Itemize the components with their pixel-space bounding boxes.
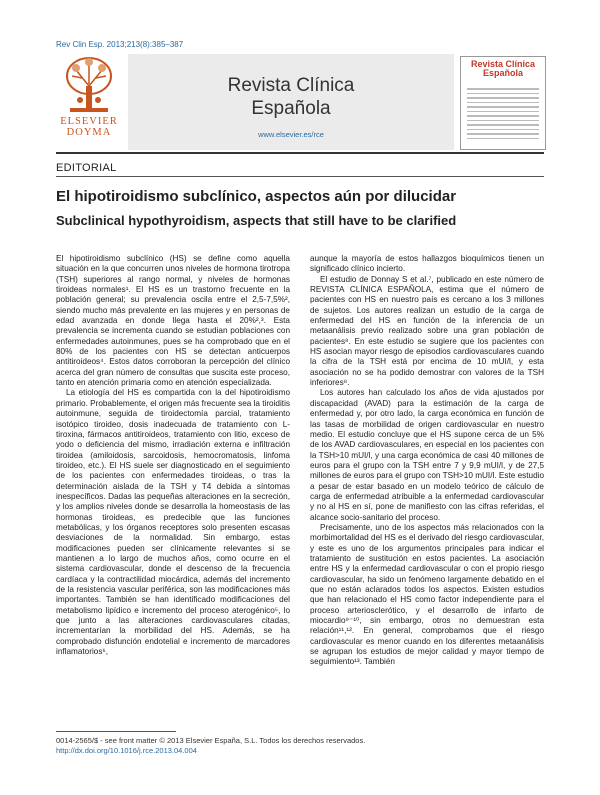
elsevier-logo [56, 56, 122, 148]
journal-header [56, 54, 544, 150]
paragraph: El estudio de Donnay S et al.⁷, publicado en este número de REVISTA CLÍNICA ESPAÑOLA, estima que el número de pacientes con HS en nuestro país es cercano a los 3 millones de sujetos. Los autores realizan un estudio de la carga de enfermedad del HS en función de la inferencia de un metaanálisis previo realizado sobre una gran población de pacientes⁸. En este estudio se sugiere que los pacientes con HS asocian mayor riesgo de episodios cardiovasculares cuando la cifra de la TSH está por encima de 10 mUI/l, y esta asociación no se ha podido demostrar con valores de la TSH inferiores⁸. [310, 274, 544, 388]
footer-divider [56, 731, 176, 732]
paragraph: Los autores han calculado los años de vida ajustados por discapacidad (AVAD) para la estimación de la carga de enfermedad y, por otro lado, la carga económica en función de las tasas de morbilidad de origen cardiovascular en nuestro medio. El estudio concluye que el HS supone cerca de un 5% de los AVAD cardiovasculares, en especial en los pacientes con la TSH>10 mUI/l, y una carga económica de casi 40 millones de euros para el grupo con la TSH entre 7 y 9,9 mUI/l, y de 27,5 millones de euros para el grupo con TSH>10 mUI/l. Este estudio a pesar de estar basado en un modelo teórico de cálculo de carga de enfermedad atribuible a la enfermedad cardiovascular y no al HS en sí, pone de manifiesto con las cifras referidas, el alcance socio-sanitario del proceso. [310, 388, 544, 522]
paragraph: aunque la mayoría de estos hallazgos bioquímicos tienen un significado clínico incierto. [310, 254, 544, 274]
publisher-logo-text: ELSEVIER DOYMA [60, 116, 118, 138]
body-column-right [310, 254, 544, 668]
article-title-english: Subclinical hypothyroidism, aspects that still have to be clarified [56, 213, 457, 228]
journal-url-link[interactable]: www.elsevier.es/rce [258, 130, 324, 139]
journal-cover-thumbnail [460, 56, 546, 150]
journal-title-line2: Española [251, 98, 331, 119]
copyright-line: 0014-2565/$ - see front matter © 2013 Elsevier España, S.L. Todos los derechos reservados. [56, 736, 366, 745]
doi-link[interactable]: http://dx.doi.org/10.1016/j.rce.2013.04.004 [56, 746, 197, 755]
journal-banner [128, 54, 454, 150]
tree-icon [64, 56, 114, 114]
article-title: El hipotiroidismo subclínico, aspectos aún por dilucidar [56, 188, 457, 205]
section-label: EDITORIAL [56, 162, 117, 174]
cover-header [461, 57, 545, 79]
journal-title [128, 74, 454, 120]
journal-citation[interactable]: Rev Clin Esp. 2013;213(8):385–387 [56, 40, 184, 49]
section-divider [56, 176, 544, 177]
cover-title-line1: Revista Clínica [470, 59, 536, 69]
paragraph: La etiología del HS es compartida con la del hipotiroidismo primario. Probablemente, el origen más frecuente sea la tiroiditis autoinmune, seguida de tiroidectomía parcial, tratamiento isotópico tiroideo, dosis inadecuada de tratamiento con L-tiroxina, fármacos antitiroideos, tratamiento con litio, exceso de yodo o deficiencia del mismo, irradiación externa e infiltración tiroidea (amiloidosis, sarcoidosis, hemocromatosis, linfoma tiroideo, etc.). El HS suele ser diagnosticado en el seguimiento de los pacientes con enfermedades tiroideas, o tras la determinación aislada de la TSH y T4 debida a síntomas inespecíficos. Dadas las pequeñas alteraciones en la secreción, y los amplios niveles donde se desarrolla la homeostasis de las hormonas tiroideas, es predecible que las funciones metabólicas, y los órganos receptores solo presenten escasas desviaciones de la normalidad. Sin embargo, estas modificaciones pueden ser clínicamente relevantes si se mantienen a lo largo de muchos años, como ocurre en el sistema cardiovascular, donde el descenso de la frecuencia cardíaca y la contractilidad miocárdica, además del incremento de la resistencia vascular periférica, son las modificaciones más importantes. También se han identificado modificaciones del metabolismo lipídico e incremento del proceso aterogénico⁵, lo que junto a las alteraciones cardiovasculares citadas, incrementarían la morbilidad del HS. Además, se ha comprobado disfunción endotelial e incremento de marcadores inflamatorios⁶, [56, 388, 290, 657]
paragraph: Precisamente, uno de los aspectos más relacionados con la morbimortalidad del HS es el derivado del riesgo cardiovascular, y este es uno de los argumentos principales para indicar el tratamiento de sustitución en estos pacientes. La asociación entre HS y la enfermedad cardiovascular o con el propio riesgo cardiovascular, ha sido un fenómeno largamente debatido en el que no están aclarados todos los aspectos. Existen estudios que han relacionado el HS como factor independiente para el proceso arteriosclerótico, y el desarrollo de infarto de miocardio⁹⁻¹⁰, sin embargo, otros no demuestran esta relación¹¹,¹². En general, comprobamos que el riesgo cardiovascular es menor cuando en los diferentes metaanálisis se agrupan los estudios de mejor calidad y mayor tiempo de seguimiento¹³. También [310, 522, 544, 667]
cover-content-lines [461, 85, 545, 142]
journal-title-line1: Revista Clínica [227, 75, 355, 96]
cover-title [461, 60, 545, 78]
paragraph: El hipotiroidismo subclínico (HS) se define como aquella situación en la que concurren unos niveles de hormona tirotropa (TSH) superiores al rango normal, y niveles de hormonas tiroideas normales¹. El HS es un trastorno frecuente en la población general; su prevalencia oscila entre el 2,5-7,5%², siendo mucho más prevalente en las mujeres y en personas de edad avanzada en donde llega hasta el 20%²,³. Esta prevalencia se incrementa cuando se estudian poblaciones con enfermedades autoinmunes, pues se ha comprobado que en el 80% de los pacientes con HS se detectan anticuerpos antitiroideos⁴. Estos datos corroboran la percepción del clínico acerca del gran número de consultas que suscita este proceso, tanto en atención primaria como en atención especializada. [56, 254, 290, 388]
footer [56, 736, 365, 756]
cover-title-line2: Española [482, 68, 523, 78]
body-column-left [56, 254, 290, 657]
header-divider [56, 152, 544, 154]
